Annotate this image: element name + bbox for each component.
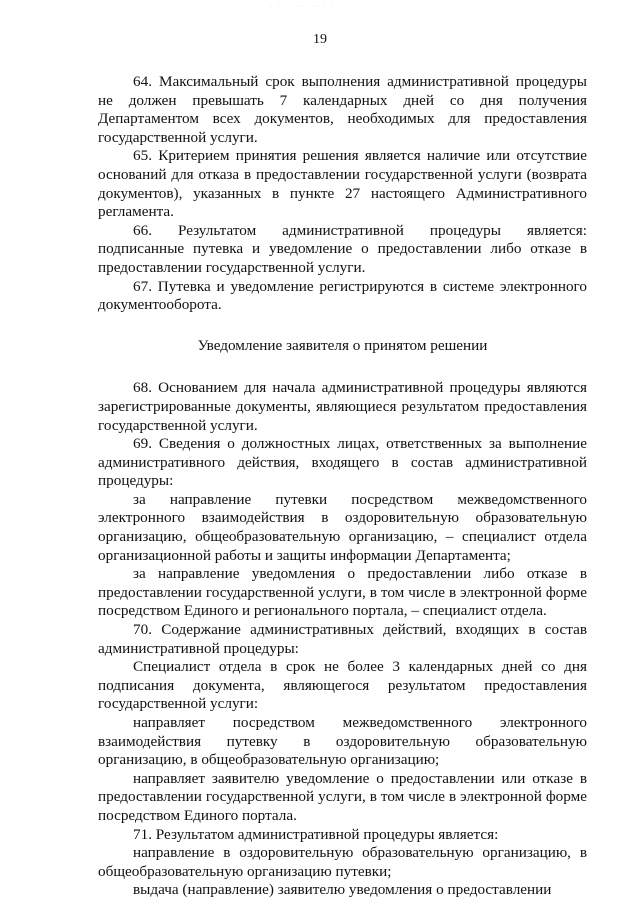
paragraph-71-item-2: выдача (направление) заявителю уведомления о предоставлении (133, 881, 552, 899)
scan-artifact: · ·· · ·· ··· · · (270, 4, 335, 10)
section-heading: Уведомление заявителя о принятом решении (197, 336, 488, 354)
paragraph-67: 67. Путевка и уведомление регистрируются в системе электронного документооборота. (98, 277, 587, 314)
paragraph-70-item-1: направляет посредством межведомственного электронного взаимодействия путевку в оздоровительную образовательную организацию, в общеобразовательную организацию; (98, 714, 587, 769)
paragraph-71: 71. Результатом административной процедуры является: (133, 825, 499, 843)
paragraph-69-item-1: за направление путевки посредством межведомственного электронного взаимодействия в оздоровительную образовательную организацию, общеобразовательную организацию, – специалист отдела организационной работы и защиты информации Департамента; (98, 490, 587, 564)
page-number: 19 (313, 32, 327, 47)
paragraph-69: 69. Сведения о должностных лицах, ответственных за выполнение административного действия, входящего в состав административной процедуры: (98, 435, 587, 490)
paragraph-66: 66. Результатом административной процедуры является: подписанные путевка и уведомление о предоставлении либо отказе в предоставлении государственной услуги. (98, 221, 587, 276)
document-body (98, 73, 587, 900)
paragraph-64: 64. Максимальный срок выполнения административной процедуры не должен превышать 7 календарных дней со дня получения Департаментом всех документов, необходимых для предоставления государственной услуги. (98, 73, 587, 146)
paragraph-68: 68. Основанием для начала административной процедуры являются зарегистрированные документы, являющиеся результатом предоставления государственной услуги. (98, 379, 587, 434)
paragraph-71-item-1: направление в оздоровительную образовательную организацию, в общеобразовательную организацию путевки; (98, 844, 587, 880)
paragraph-65: 65. Критерием принятия решения является наличие или отсутствие оснований для отказа в предоставлении государственной услуги (возврата документов), указанных в пункте 27 настоящего Административного регламента. (98, 147, 587, 221)
paragraph-69-item-2: за направление уведомления о предоставлении либо отказе в предоставлении государственной услуги, в том числе в электронной форме посредством Единого и регионального портала, – специалист отдела. (98, 565, 587, 620)
paragraph-70: 70. Содержание административных действий, входящих в состав административной процедуры: (98, 621, 587, 657)
paragraph-70-intro: Специалист отдела в срок не более 3 календарных дней со дня подписания документа, являющегося результатом предоставления государственной услуги: (98, 658, 587, 713)
paragraph-70-item-2: направляет заявителю уведомление о предоставлении или отказе в предоставлении государственной услуги, в том числе в электронной форме посредством Единого портала. (98, 769, 587, 824)
